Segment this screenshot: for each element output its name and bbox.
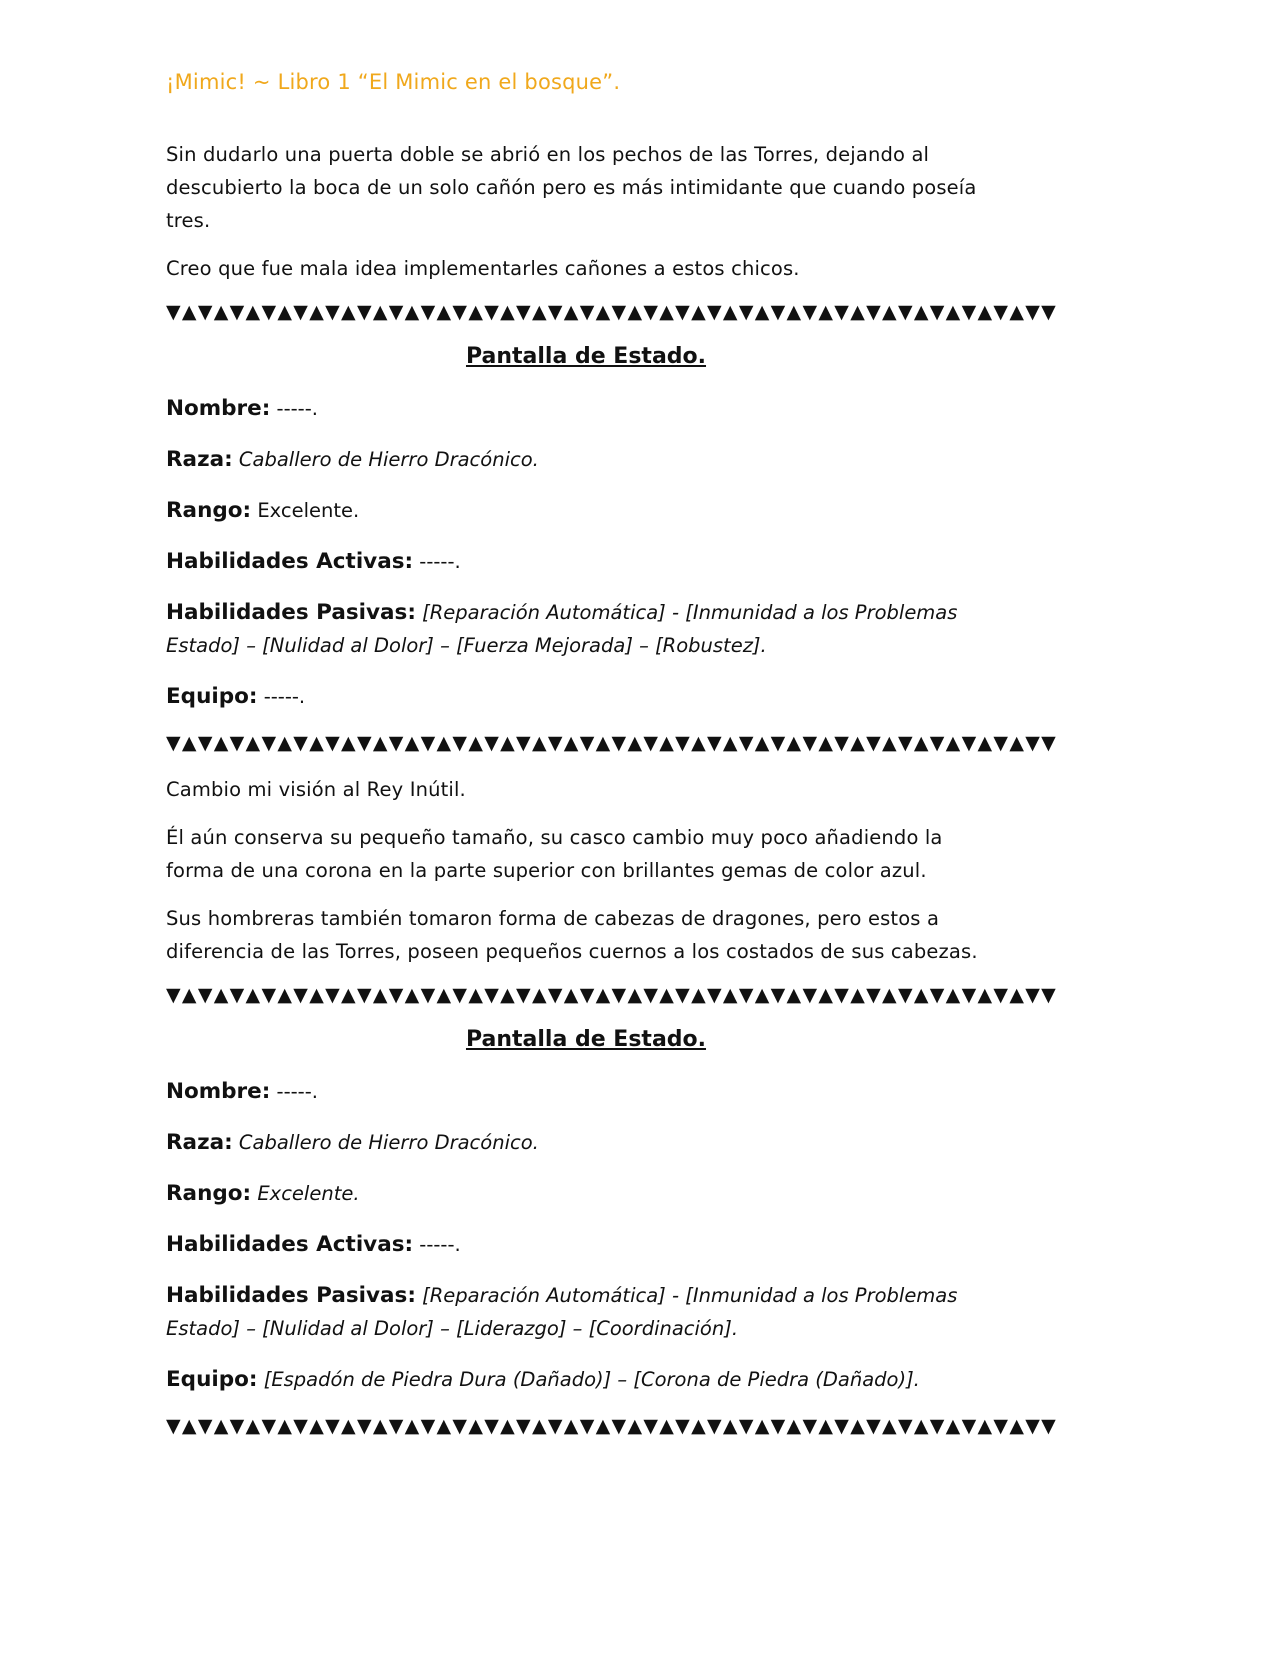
field-habilidades-pasivas: [166, 596, 1006, 662]
field-habilidades-pasivas: [166, 1279, 1006, 1345]
field-habilidades-activas: [166, 1228, 1006, 1261]
field-value: Caballero de Hierro Dracónico.: [232, 1131, 539, 1154]
middle-paragraph-1: Cambio mi visión al Rey Inútil.: [166, 778, 466, 801]
field-value: [Reparación Automática] - [Inmunidad a los Problemas Estado] – [Nulidad al Dolor] – [Fuerza Mejorada] – [Robustez].: [166, 601, 958, 657]
page-content: [166, 138, 1058, 1456]
triangle-divider: ▼▲▼▲▼▲▼▲▼▲▼▲▼▲▼▲▼▲▼▲▼▲▼▲▼▲▼▲▼▲▼▲▼▲▼▲▼▲▼▲▼▲▼▲▼▲▼▲▼▲▼▲▼▲▼▼: [166, 1415, 1058, 1437]
field-label: Rango:: [166, 1181, 252, 1206]
field-rango: [166, 1177, 1006, 1210]
field-label: Habilidades Activas:: [166, 1232, 414, 1257]
field-value: -----.: [413, 550, 461, 573]
field-value: -----.: [413, 1233, 461, 1256]
field-equipo: [166, 680, 1006, 713]
field-label: Rango:: [166, 498, 252, 523]
field-label: Habilidades Pasivas:: [166, 600, 416, 625]
book-header: ¡Mimic! ~ Libro 1 “El Mimic en el bosque”.: [166, 70, 621, 94]
field-value: -----.: [270, 397, 318, 420]
field-value: -----.: [257, 685, 306, 708]
field-label: Raza:: [166, 447, 233, 472]
middle-paragraph-3: Sus hombreras también tomaron forma de cabezas de dragones, pero estos a diferencia de las Torres, poseen pequeños cuernos a los costados de sus cabezas.: [166, 907, 978, 963]
field-value: -----.: [270, 1080, 318, 1103]
field-raza: [166, 443, 1006, 476]
field-label: Equipo:: [166, 1367, 258, 1392]
field-habilidades-activas: [166, 545, 1006, 578]
triangle-divider: ▼▲▼▲▼▲▼▲▼▲▼▲▼▲▼▲▼▲▼▲▼▲▼▲▼▲▼▲▼▲▼▲▼▲▼▲▼▲▼▲▼▲▼▲▼▲▼▲▼▲▼▲▼▲▼▼: [166, 732, 1058, 754]
field-nombre: [166, 392, 1006, 425]
field-value: [Reparación Automática] - [Inmunidad a los Problemas Estado] – [Nulidad al Dolor] – [Liderazgo] – [Coordinación].: [166, 1284, 958, 1340]
status-screen-title: Pantalla de Estado.: [465, 344, 707, 369]
status-screen-title: Pantalla de Estado.: [465, 1027, 707, 1052]
field-value: Caballero de Hierro Dracónico.: [232, 448, 539, 471]
field-nombre: [166, 1075, 1006, 1108]
field-label: Raza:: [166, 1130, 233, 1155]
field-rango: [166, 494, 1006, 527]
field-label: Nombre:: [166, 396, 271, 421]
status-screen-2: [166, 1025, 1006, 1396]
triangle-divider: ▼▲▼▲▼▲▼▲▼▲▼▲▼▲▼▲▼▲▼▲▼▲▼▲▼▲▼▲▼▲▼▲▼▲▼▲▼▲▼▲▼▲▼▲▼▲▼▲▼▲▼▲▼▲▼▼: [166, 984, 1058, 1006]
intro-paragraph-1: Sin dudarlo una puerta doble se abrió en los pechos de las Torres, dejando al descubierto la boca de un solo cañón pero es más intimidante que cuando poseía tres.: [166, 143, 977, 232]
field-value: Excelente.: [251, 499, 360, 522]
field-value: Excelente.: [251, 1182, 360, 1205]
field-label: Habilidades Pasivas:: [166, 1283, 416, 1308]
triangle-divider: ▼▲▼▲▼▲▼▲▼▲▼▲▼▲▼▲▼▲▼▲▼▲▼▲▼▲▼▲▼▲▼▲▼▲▼▲▼▲▼▲▼▲▼▲▼▲▼▲▼▲▼▲▼▲▼▼: [166, 301, 1058, 323]
field-raza: [166, 1126, 1006, 1159]
field-label: Equipo:: [166, 684, 258, 709]
intro-paragraph-2: Creo que fue mala idea implementarles cañones a estos chicos.: [166, 257, 800, 280]
field-label: Nombre:: [166, 1079, 271, 1104]
field-label: Habilidades Activas:: [166, 549, 414, 574]
status-screen-1: [166, 342, 1006, 713]
middle-paragraph-2: Él aún conserva su pequeño tamaño, su casco cambio muy poco añadiendo la forma de una corona en la parte superior con brillantes gemas de color azul.: [166, 826, 943, 882]
field-equipo: [166, 1363, 1006, 1396]
field-value: [Espadón de Piedra Dura (Dañado)] – [Corona de Piedra (Dañado)].: [257, 1368, 920, 1391]
